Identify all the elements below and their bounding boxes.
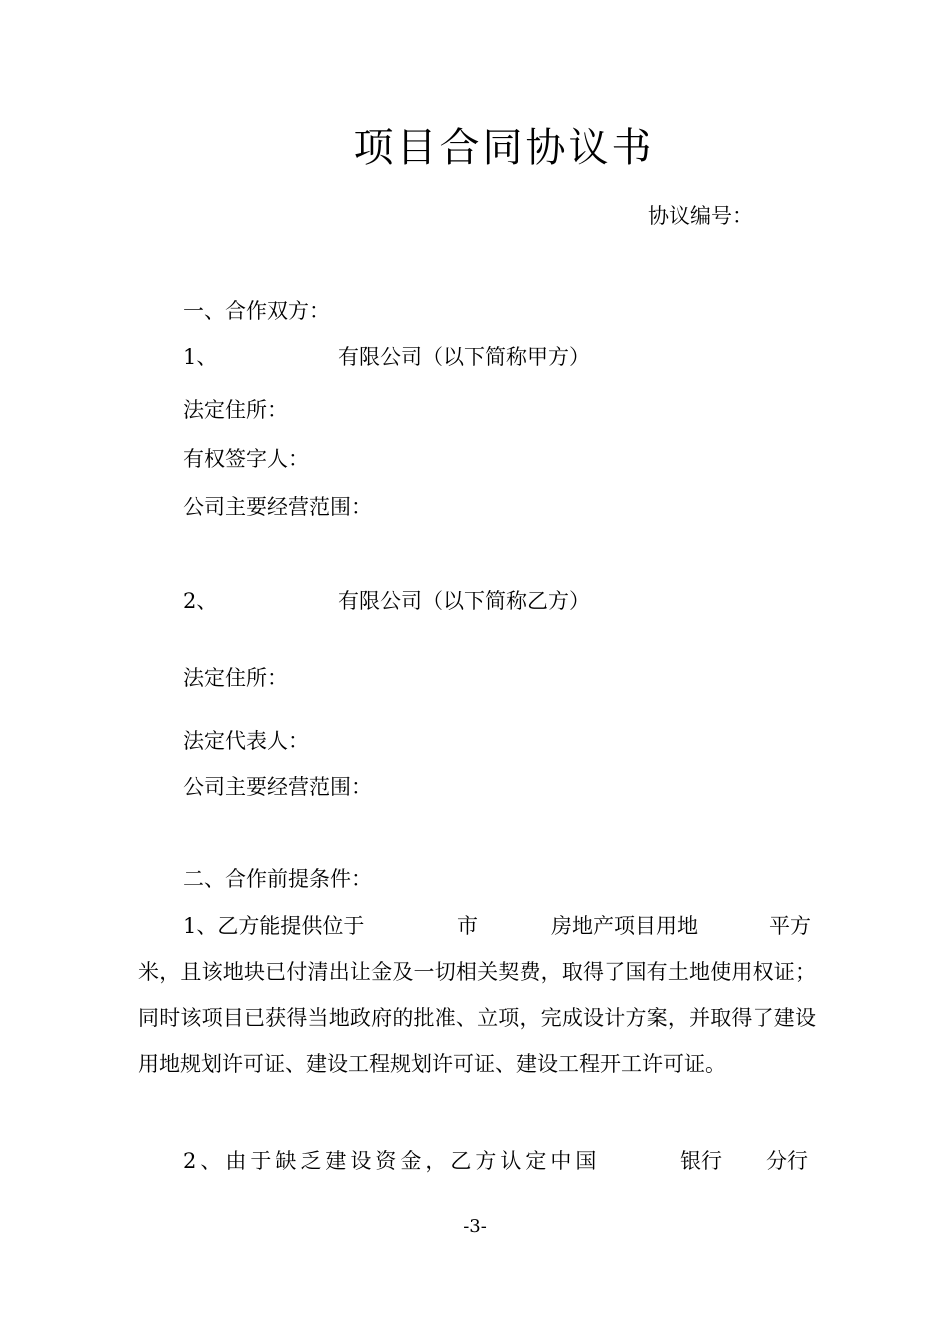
- party-a-number: 1、: [183, 345, 218, 369]
- item2-branch: 分行: [766, 1149, 808, 1173]
- party-a-signatory-label: 有权签字人：: [183, 447, 309, 471]
- item1-blank-city: 市: [457, 914, 478, 938]
- party-b-number: 2、: [183, 589, 218, 613]
- section2-heading: 二、合作前提条件：: [183, 867, 372, 891]
- party-b-name: 有限公司（以下简称乙方）: [338, 589, 590, 613]
- section1-heading: 一、合作双方：: [183, 299, 330, 323]
- party-a-scope-label: 公司主要经营范围：: [183, 495, 372, 519]
- agreement-number-label: 协议编号：: [648, 204, 753, 228]
- item2-start: 2、由于缺乏建设资金，乙方认定中国: [183, 1149, 601, 1173]
- party-a-address-label: 法定住所：: [183, 398, 288, 422]
- item1-first-line-start: 1、乙方能提供位于: [183, 914, 365, 938]
- item1-square: 平方: [769, 914, 811, 938]
- item1-project-land: 房地产项目用地: [551, 914, 698, 938]
- item1-body-paragraph: 米，且该地块已付清出让金及一切相关契费，取得了国有土地使用权证；同时该项目已获得当地政府的批准、立项，完成设计方案，并取得了建设用地规划许可证、建设工程规划许可证、建设工程开工许可证。: [138, 960, 816, 1076]
- party-b-scope-label: 公司主要经营范围：: [183, 775, 372, 799]
- party-b-address-label: 法定住所：: [183, 666, 288, 690]
- party-b-representative-label: 法定代表人：: [183, 729, 309, 753]
- document-title: 项目合同协议书: [353, 125, 655, 171]
- item2-bank: 银行: [680, 1149, 722, 1173]
- party-a-name: 有限公司（以下简称甲方）: [338, 345, 590, 369]
- page-number: -3-: [463, 1216, 487, 1237]
